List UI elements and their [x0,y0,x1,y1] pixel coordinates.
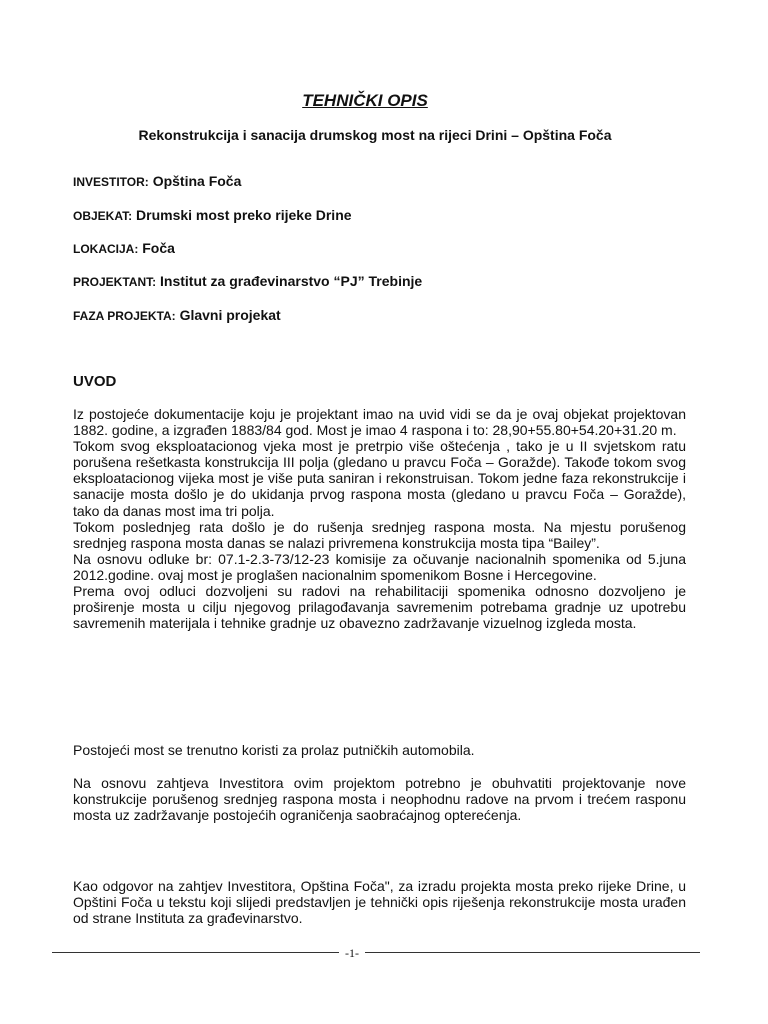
field-label: PROJEKTANT: [73,275,157,289]
field-value: Opština Foča [152,173,242,189]
field-value: Drumski most preko rijeke Drine [136,207,352,223]
paragraph: Tokom svog eksploatacionog vjeka most je pretrpio više oštećenja , tako je u II svjetskom ratu porušena rešetkasta konstrukcija III polja (gledano u pravcu Foča – Goražde). Takođe tokom svog eksploatacionog vijeka most je više puta saniran i rekonstruisan. Tokom jedne faza rekonstrukcije i sanacije mosta došlo je do ukidanja prvog raspona mosta (gledano u pravcu Foča – Goražde), tako da danas most ima tri polja. [73,438,686,519]
document-title: TEHNIČKI OPIS [302,91,428,110]
page-number: -1- [339,946,365,961]
intro-paragraphs [73,406,686,631]
paragraph: Kao odgovor na zahtjev Investitora, Opština Foča", za izradu projekta mosta preko rijeke Drine, u Opštini Foča u tekstu koji slijedi predstavljen je tehnički opis riješenja rekonstrukcije mosta urađen od strane Instituta za građevinarstvo. [73,878,686,927]
field-label: INVESTITOR: [73,175,149,189]
section-heading: UVOD [73,373,117,390]
field-value: Glavni projekat [179,307,281,323]
footer-divider [52,952,700,953]
field-investitor [73,173,241,189]
field-label: OBJEKAT: [73,209,133,223]
document-subtitle: Rekonstrukcija i sanacija drumskog most na rijeci Drini – Opština Foča [138,127,612,143]
paragraph: Na osnovu odluke br: 07.1-2.3-73/12-23 komisije za očuvanje nacionalnih spomenika od 5.juna 2012.godine. ovaj most je proglašen nacionalnim spomenikom Bosne i Hercegovine. [73,550,686,583]
field-objekat [73,207,352,223]
field-projektant [73,273,422,289]
paragraph: Tokom poslednjeg rata došlo je do rušenja srednjeg raspona mosta. Na mjestu porušenog srednjeg raspona mosta danas se nalazi privremena konstrukcija mosta tipa “Bailey”. [73,518,686,551]
paragraph: Iz postojeće dokumentacije koju je projektant imao na uvid vidi se da je ovaj objekat projektovan 1882. godine, a izgrađen 1883/84 god. Most je imao 4 raspona i to: 28,90+55.80+54.20+31.20 m. [73,406,686,439]
paragraph: Postojeći most se trenutno koristi za prolaz putničkih automobila. [73,742,475,758]
field-faza-projekta [73,307,281,323]
field-label: LOKACIJA: [73,242,139,256]
paragraph: Na osnovu zahtjeva Investitora ovim projektom potrebno je obuhvatiti projektovanje nove konstrukcije porušenog srednjeg raspona mosta i neophodnu radove na prvom i trećem rasponu mosta uz zadržavanje postojećih ograničenja saobraćajnog opterećenja. [73,775,686,824]
field-value: Institut za građevinarstvo “PJ” Trebinje [160,273,423,289]
field-label: FAZA PROJEKTA: [73,309,176,323]
paragraph: Prema ovoj odluci dozvoljeni su radovi na rehabilitaciji spomenika odnosno dozvoljeno je proširenje mosta u cilju njegovog prilagođavanja savremenim potrebama gradnje uz upotrebu savremenih materijala i tehnike gradnje uz obavezno zadržavanje vizuelnog izgleda mosta. [73,583,686,632]
field-lokacija [73,240,175,256]
field-value: Foča [142,240,175,256]
